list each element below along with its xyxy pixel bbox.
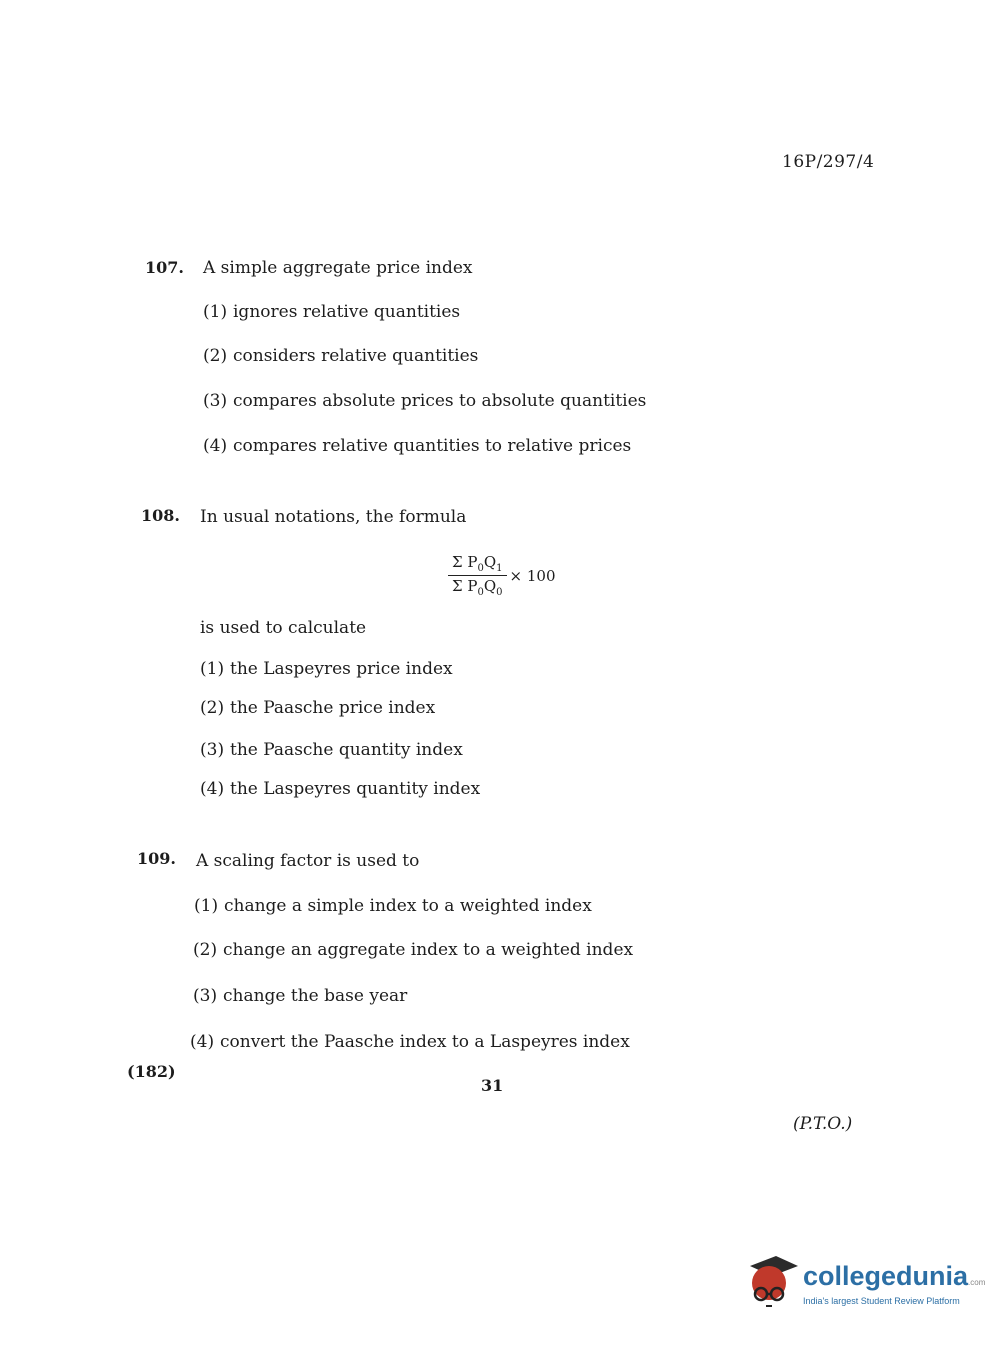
- option: (3) the Paasche quantity index: [200, 740, 463, 760]
- question-number: 108.: [141, 506, 180, 525]
- mascot-icon: [742, 1250, 802, 1314]
- question-text: A simple aggregate price index: [203, 258, 473, 278]
- formula: $\frac{\Sigma P_0Q_1}{\Sigma P_0Q_0}$ × 100: [448, 553, 556, 598]
- option: (2) considers relative quantities: [203, 346, 479, 366]
- question-text: In usual notations, the formula: [200, 507, 467, 527]
- paper-code: 16P/297/4: [782, 152, 875, 172]
- pto-note: (P.T.O.): [793, 1114, 853, 1134]
- booklet-code: (182): [127, 1062, 176, 1081]
- logo-tagline: India's largest Student Review Platform: [803, 1296, 960, 1306]
- option: (3) compares absolute prices to absolute quantities: [203, 391, 647, 411]
- logo-wordmark: collegedunia.com: [803, 1261, 986, 1291]
- option: (3) change the base year: [193, 986, 408, 1006]
- option: (1) change a simple index to a weighted index: [194, 896, 592, 916]
- option: (4) convert the Paasche index to a Laspeyres index: [190, 1032, 630, 1052]
- page-number: 31: [481, 1076, 504, 1095]
- question-number: 109.: [137, 849, 176, 868]
- option: (4) compares relative quantities to relative prices: [203, 436, 632, 456]
- question-text: A scaling factor is used to: [196, 851, 420, 871]
- option: (1) ignores relative quantities: [203, 302, 461, 322]
- option: (1) the Laspeyres price index: [200, 659, 453, 679]
- question-continuation: is used to calculate: [200, 618, 367, 638]
- option: (4) the Laspeyres quantity index: [200, 779, 481, 799]
- option: (2) change an aggregate index to a weighted index: [193, 940, 634, 960]
- question-number: 107.: [145, 258, 184, 277]
- option: (2) the Paasche price index: [200, 698, 436, 718]
